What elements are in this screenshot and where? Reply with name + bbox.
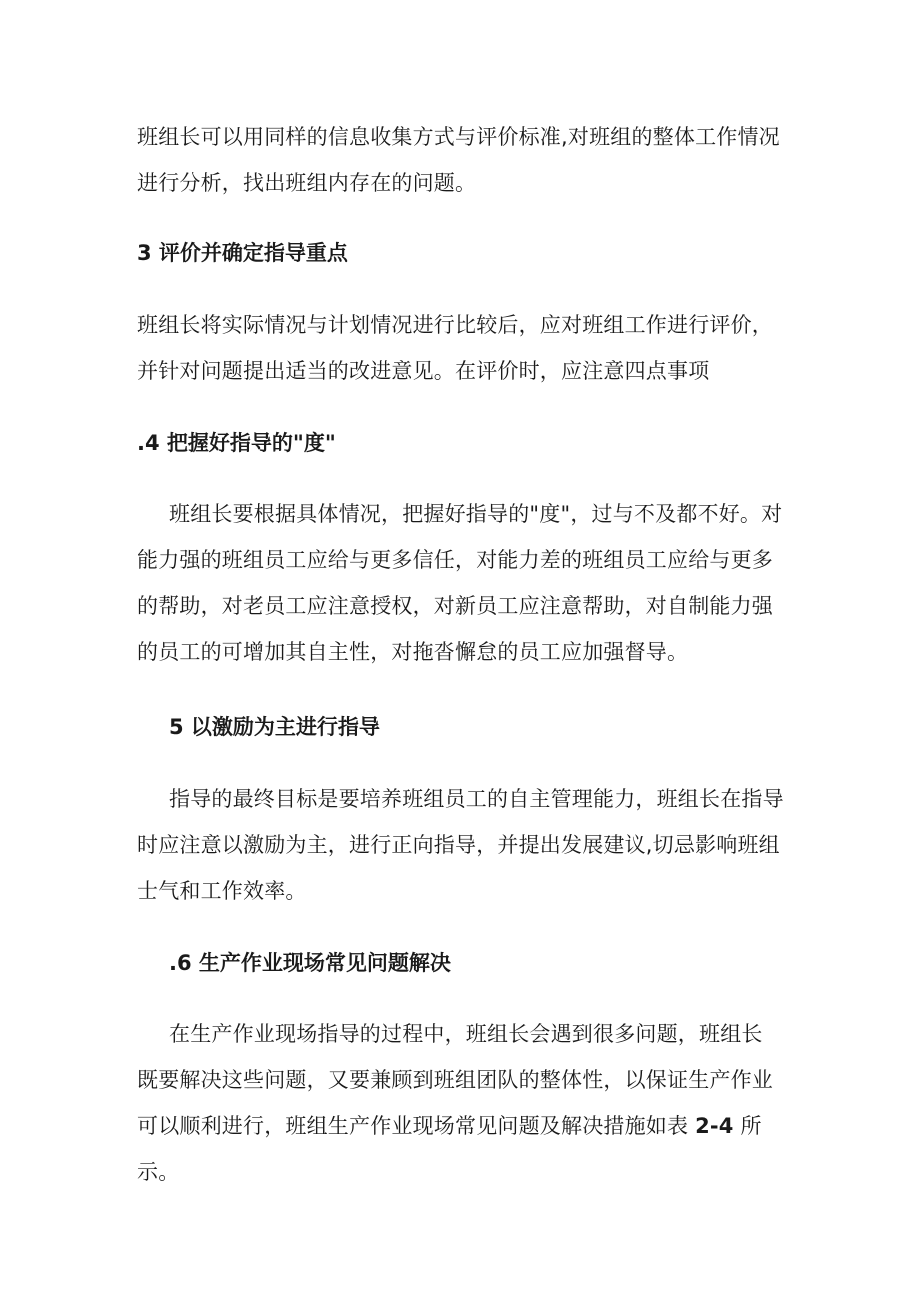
- text-line-with-table-ref: [137, 1103, 803, 1149]
- text-line: 时应注意以激励为主，进行正向指导，并提出发展建议,切忌影响班组: [137, 833, 780, 857]
- heading-guidance-degree: .4 把握好指导的"度": [137, 431, 336, 455]
- heading-onsite-problems: .6 生产作业现场常见问题解决: [169, 951, 451, 975]
- heading-motivation: 5 以激励为主进行指导: [169, 715, 380, 739]
- text-line: 既要解决这些问题，又要兼顾到班组团队的整体性，以保证生产作业: [137, 1068, 773, 1092]
- paragraph-guidance-degree: [137, 491, 803, 675]
- text-line: 示。: [137, 1160, 180, 1184]
- text-line: 班组长要根据具体情况，把握好指导的"度"，过与不及都不好。对: [169, 502, 783, 526]
- paragraph-evaluation: [137, 302, 803, 394]
- text-line: 的员工的可增加其自主性，对拖沓懈怠的员工应加强督导。: [137, 640, 689, 664]
- text-line: 指导的最终目标是要培养班组员工的自主管理能力，班组长在指导: [169, 787, 784, 811]
- table-reference: 2-4: [695, 1114, 734, 1138]
- paragraph-team-analysis: [137, 114, 803, 206]
- text-line: 班组长将实际情况与计划情况进行比较后，应对班组工作进行评价，: [137, 313, 773, 337]
- text-line: 并针对问题提出适当的改进意见。在评价时，应注意四点事项: [137, 359, 710, 383]
- text-line: 班组长可以用同样的信息收集方式与评价标准,对班组的整体工作情况: [137, 125, 780, 149]
- text-line: 在生产作业现场指导的过程中，班组长会遇到很多问题，班组长: [169, 1022, 763, 1046]
- text-segment: 可以顺利进行，班组生产作业现场常见问题及解决措施如表: [137, 1114, 696, 1138]
- heading-evaluate-focus: 3 评价并确定指导重点: [137, 241, 348, 265]
- text-line: 进行分析，找出班组内存在的问题。: [137, 171, 477, 195]
- text-line: 能力强的班组员工应给与更多信任，对能力差的班组员工应给与更多: [137, 548, 773, 572]
- paragraph-onsite-problems: [137, 1011, 803, 1195]
- text-line: 士气和工作效率。: [137, 879, 307, 903]
- text-line: 的帮助，对老员工应注意授权，对新员工应注意帮助，对自制能力强: [137, 594, 773, 618]
- text-segment: 所: [733, 1114, 762, 1138]
- paragraph-motivation: [137, 776, 803, 914]
